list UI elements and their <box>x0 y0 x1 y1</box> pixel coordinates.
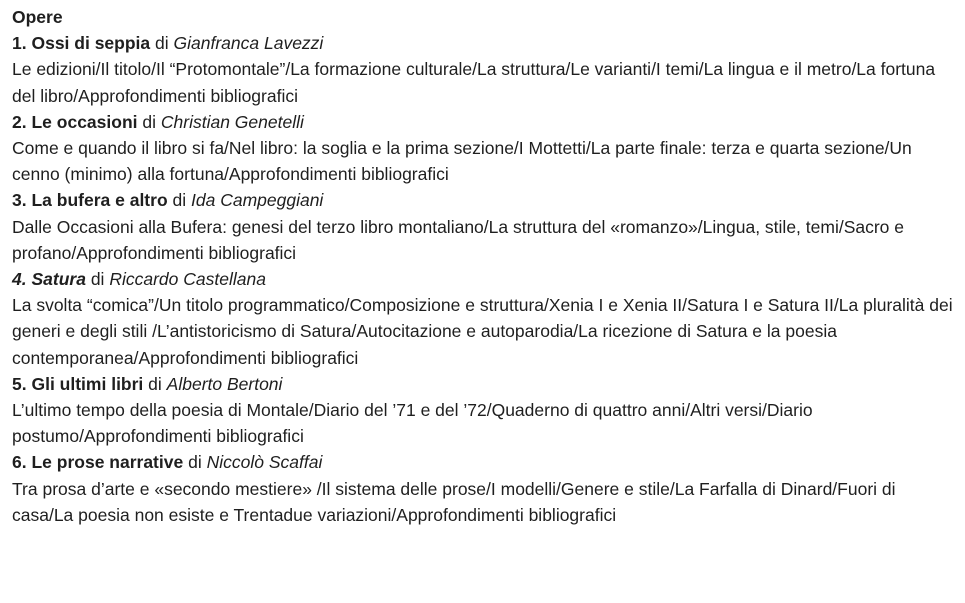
entry-number: 6. <box>12 452 27 473</box>
work-title: La bufera e altro <box>31 190 168 211</box>
entry-description: Le edizioni/Il titolo/Il “Protomontale”/La formazione culturale/La struttura/Le varianti/I temi/La lingua e il metro/La fortuna del libro/Approfondimenti bibliografici <box>12 59 936 106</box>
entry-satura <box>12 266 953 371</box>
author-name: Alberto Bertoni <box>166 373 283 394</box>
entry-title-line <box>12 109 953 135</box>
entry-number: 1. <box>12 33 27 54</box>
entry-le-prose-narrative <box>12 449 953 528</box>
entry-number: 3. <box>12 190 27 211</box>
di-connector: di <box>172 190 187 211</box>
entry-number: 5. <box>12 373 27 394</box>
di-connector: di <box>188 452 202 473</box>
entry-number: 4. <box>12 269 27 290</box>
di-connector: di <box>142 111 156 132</box>
entry-description: Come e quando il libro si fa/Nel libro: la soglia e la prima sezione/I Mottetti/La parte finale: terza e quarta sezione/Un cenno (minimo) alla fortuna/Approfondimenti bibliografici <box>12 138 912 185</box>
di-connector: di <box>90 269 105 290</box>
work-title: Ossi di seppia <box>31 33 151 54</box>
entry-description: Tra prosa d’arte e «secondo mestiere» /Il sistema delle prose/I modelli/Genere e stile/La Farfalla di Dinard/Fuori di casa/La poesia non esiste e Trentadue variazioni/Approfondimenti bibliografici <box>12 478 896 525</box>
entry-le-occasioni <box>12 109 953 188</box>
entry-title-line <box>12 266 953 292</box>
di-connector: di <box>148 373 162 394</box>
entry-number: 2. <box>12 111 27 132</box>
work-title: Gli ultimi libri <box>31 373 144 394</box>
entry-title-line <box>12 30 953 56</box>
section-heading: Opere <box>12 7 63 27</box>
entry-description: La svolta “comica”/Un titolo programmatico/Composizione e struttura/Xenia I e Xenia II/Satura I e Satura II/La pluralità dei generi e degli stili /L’antistoricismo di Satura/Autocitazione e autoparodia/La ricezione di Satura e la poesia contemporanea/Approfondimenti bibliografici <box>12 295 953 368</box>
entry-title-line <box>12 187 953 213</box>
author-name: Niccolò Scaffai <box>206 452 323 473</box>
work-title: Le prose narrative <box>31 452 184 473</box>
entry-title-line <box>12 449 953 475</box>
author-name: Ida Campeggiani <box>191 190 324 211</box>
entry-description: Dalle Occasioni alla Bufera: genesi del terzo libro montaliano/La struttura del «romanzo»/Lingua, stile, temi/Sacro e profano/Approfondimenti bibliografici <box>12 216 905 263</box>
author-name: Riccardo Castellana <box>109 269 266 290</box>
work-title: Le occasioni <box>31 111 138 132</box>
entry-ossi-di-seppia <box>12 30 953 109</box>
entry-description: L’ultimo tempo della poesia di Montale/Diario del ’71 e del ’72/Quaderno di quattro anni/Altri versi/Diario postumo/Approfondimenti bibliografici <box>12 400 813 447</box>
entry-la-bufera-e-altro <box>12 187 953 266</box>
di-connector: di <box>155 33 169 54</box>
entry-title-line <box>12 371 953 397</box>
entry-gli-ultimi-libri <box>12 371 953 450</box>
author-name: Gianfranca Lavezzi <box>173 33 324 54</box>
author-name: Christian Genetelli <box>160 111 304 132</box>
work-title: Satura <box>31 269 86 290</box>
